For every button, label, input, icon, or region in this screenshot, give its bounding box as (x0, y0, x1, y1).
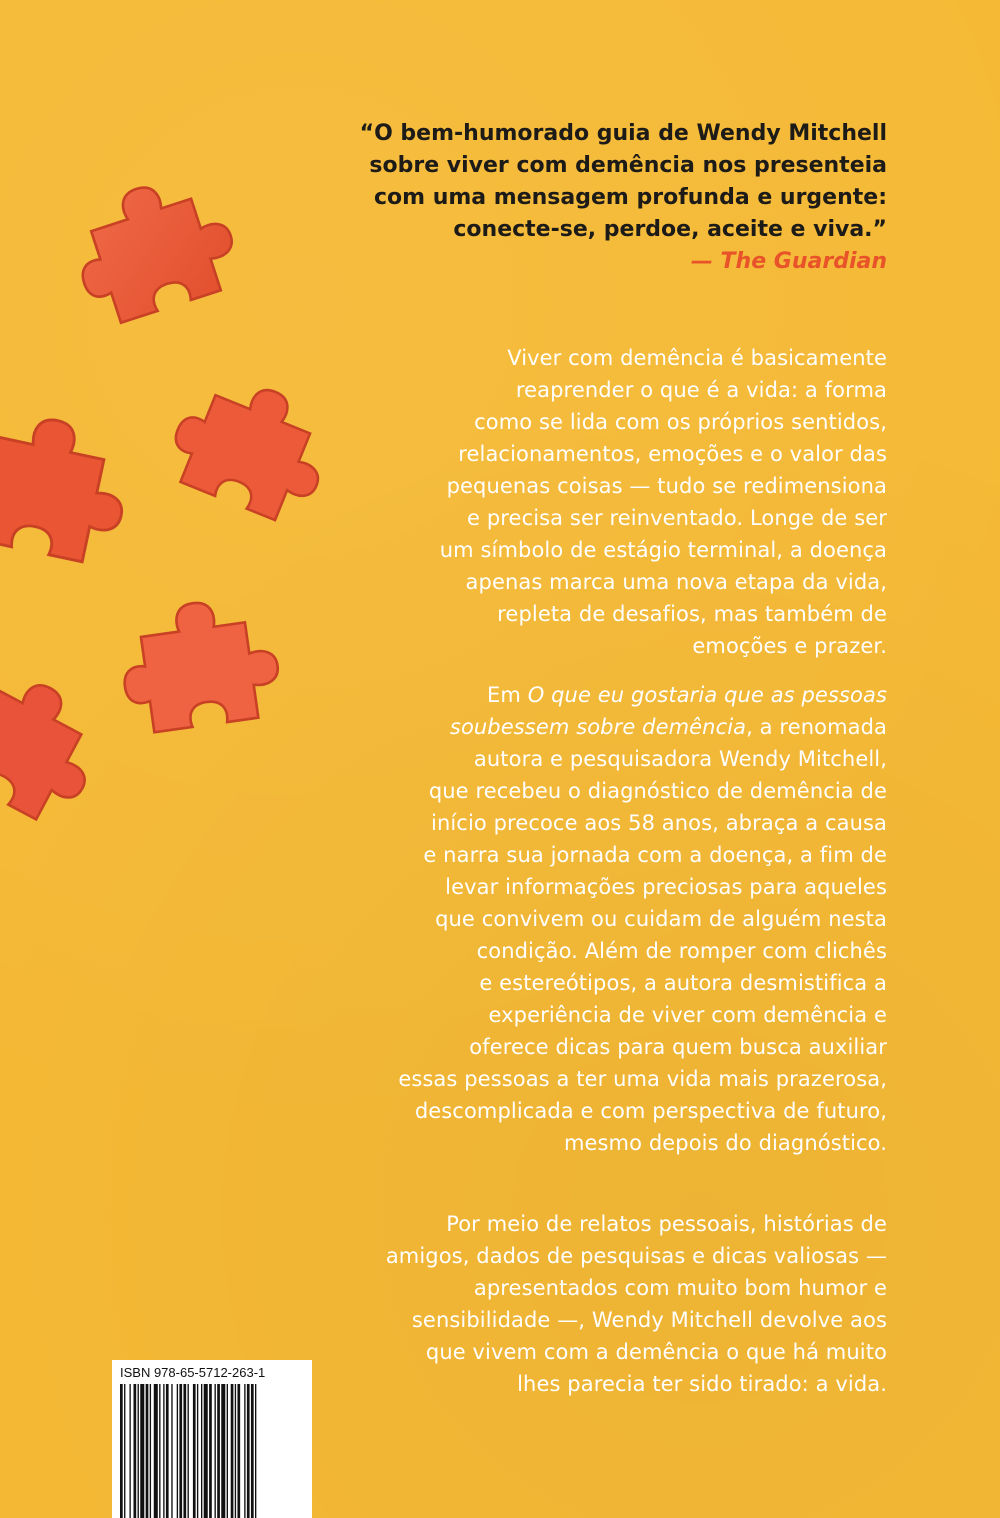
synopsis-paragraph-1 (327, 342, 887, 662)
text-line: que recebeu o diagnóstico de demência de (428, 779, 887, 803)
text-line: apresentados com muito bom humor e (473, 1276, 887, 1300)
barcode-bar (124, 1384, 125, 1518)
text-line: experiência de viver com demência e (488, 1003, 887, 1027)
barcode-bar (120, 1384, 123, 1518)
text-line: autora e pesquisadora Wendy Mitchell, (473, 747, 887, 771)
barcode-bar (215, 1384, 216, 1518)
barcode-bar (171, 1384, 172, 1518)
barcode-bar (193, 1384, 196, 1518)
barcode-bars (120, 1384, 304, 1518)
text-line: como se lida com os próprios sentidos, (474, 410, 887, 434)
barcode-bar (188, 1384, 189, 1518)
text-line: oferece dicas para quem busca auxiliar (469, 1035, 887, 1059)
barcode-bar (227, 1384, 228, 1518)
barcode-bar (166, 1384, 169, 1518)
text-line (327, 711, 887, 743)
text-line: essas pessoas a ter uma vida mais prazerosa, (398, 1067, 887, 1091)
quote-line: com uma mensagem profunda e urgente: (373, 185, 887, 210)
barcode-bar (235, 1384, 236, 1518)
text-line: que vivem com a demência o que há muito (425, 1340, 887, 1364)
barcode-bar (138, 1384, 139, 1518)
barcode-bar (134, 1384, 137, 1518)
text-line: e estereótipos, a autora desmistifica a (479, 971, 887, 995)
puzzle-piece-icon (45, 144, 270, 366)
text-line: mesmo depois do diagnóstico. (563, 1131, 887, 1155)
barcode-bar (221, 1384, 225, 1518)
text-line: lhes parecia ter sido tirado: a vida. (517, 1372, 887, 1396)
barcode-bar (237, 1384, 240, 1518)
synopsis-paragraph-3 (327, 1208, 887, 1400)
barcode-bar (201, 1384, 202, 1518)
text-line: que convivem ou cuidam de alguém nesta (435, 907, 887, 931)
text-line: descomplicada e com perspectiva de futuro, (414, 1099, 887, 1123)
barcode-bar (217, 1384, 220, 1518)
text-line: um símbolo de estágio terminal, a doença (439, 538, 887, 562)
text-line: levar informações preciosas para aqueles (445, 875, 887, 899)
text-line: condição. Além de romper com clichês (476, 939, 887, 963)
barcode-bar (163, 1384, 164, 1518)
text-fragment: , a renomada (746, 715, 887, 739)
barcode-bar (146, 1384, 149, 1518)
quote-line: sobre viver com demência nos presenteia (369, 153, 887, 178)
barcode-bar (179, 1384, 182, 1518)
puzzle-piece-icon (0, 381, 160, 608)
barcode-bar (140, 1384, 144, 1518)
text-line (327, 679, 887, 711)
barcode-bar (204, 1384, 208, 1518)
barcode-bar (255, 1384, 256, 1518)
barcode-bar (197, 1384, 198, 1518)
text-line: apenas marca uma nova etapa da vida, (465, 570, 887, 594)
isbn-label: ISBN 978-65-5712-263-1 (120, 1365, 266, 1380)
book-title-fragment: soubessem sobre demência (449, 715, 747, 739)
barcode-bar (231, 1384, 234, 1518)
barcode-bar (159, 1384, 160, 1518)
puzzle-piece-icon (99, 573, 307, 772)
barcode-bar (209, 1384, 212, 1518)
review-quote (327, 118, 887, 278)
text-line: relacionamentos, emoções e o valor das (458, 442, 887, 466)
quote-attribution: — The Guardian (690, 249, 887, 274)
text-line: e precisa ser reinventado. Longe de ser (467, 506, 887, 530)
book-title-fragment: O que eu gostaria que as pessoas (527, 683, 887, 707)
barcode-bar (154, 1384, 158, 1518)
text-line: repleta de desafios, mas também de (497, 602, 887, 626)
text-line: sensibilidade —, Wendy Mitchell devolve aos (411, 1308, 887, 1332)
text-line: Por meio de relatos pessoais, histórias de (446, 1212, 887, 1236)
barcode-bar (244, 1384, 245, 1518)
barcode-bar (177, 1384, 178, 1518)
barcode-bar (183, 1384, 186, 1518)
text-line: e narra sua jornada com a doença, a fim de (423, 843, 887, 867)
barcode-bar (247, 1384, 250, 1518)
text-line: início precoce aos 58 anos, abraça a causa (431, 811, 887, 835)
text-line: Viver com demência é basicamente (507, 346, 887, 370)
text-line: amigos, dados de pesquisas e dicas valiosas — (385, 1244, 887, 1268)
text-line: emoções e prazer. (692, 634, 887, 658)
quote-line: “O bem-humorado guia de Wendy Mitchell (359, 121, 887, 146)
synopsis-paragraph-2 (327, 679, 887, 1159)
quote-line: conecte-se, perdoe, aceite e viva.” (453, 217, 887, 242)
barcode-bar (150, 1384, 151, 1518)
text-line: pequenas coisas — tudo se redimensiona (446, 474, 887, 498)
isbn-barcode (112, 1360, 312, 1518)
barcode-bar (251, 1384, 254, 1518)
barcode-bar (129, 1384, 130, 1518)
text-fragment: Em (487, 683, 528, 707)
text-line: reaprender o que é a vida: a forma (515, 378, 887, 402)
